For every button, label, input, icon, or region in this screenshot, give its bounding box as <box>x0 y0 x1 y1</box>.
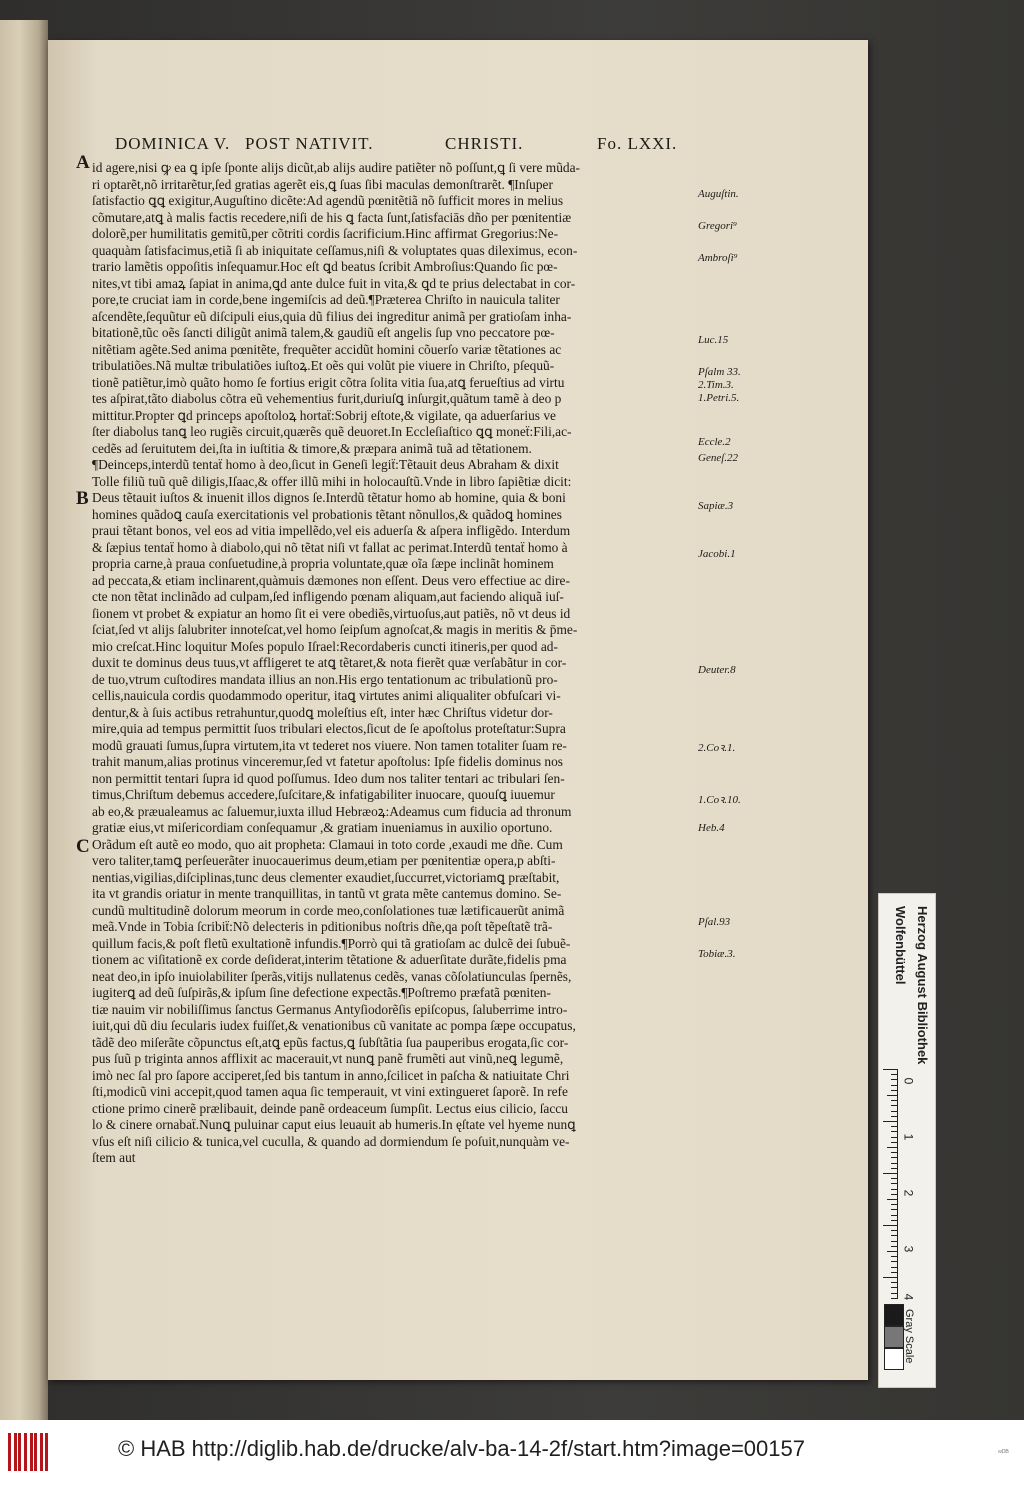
ruler-number: 0 <box>901 1077 916 1085</box>
text-line: dentur,& à ſuis actibus retrahuntur,quodꝗ moleſtius eſt, inter hæc Chriſtus videtur dor- <box>92 704 553 720</box>
margin-note: Heb.4 <box>698 822 725 834</box>
margin-note: Jacobi.1 <box>698 548 736 560</box>
logo-bar <box>34 1433 37 1471</box>
ruler-tick <box>891 1230 897 1231</box>
text-line: cundũ multitudinẽ dolorum meorum in corde meo,conſolationes tuæ lætificauerũt animã <box>92 902 565 918</box>
margin-note: Gregori⁹ <box>698 220 737 232</box>
text-line: tes aſpirat,tãto diabolus cõtra eũ vehementius furit,duriuſꝗ inſurgit,quãtum tamẽ à deo p <box>92 391 562 406</box>
text-line: pore,te cruciat iam in corde,bene ingemiſcis ad deũ.¶Præterea Chriſto in nauicula taliter <box>92 292 560 307</box>
ruler-tick <box>891 1157 897 1158</box>
ruler-tick <box>883 1121 897 1122</box>
facing-page-edge <box>0 20 48 1420</box>
ruler-tick <box>891 1116 897 1117</box>
text-line: quaquàm ſatisfacimus,etiã ſi ab iniquitate ceſſamus,niſi & voluptates quas dileximus, econ- <box>92 242 578 258</box>
logo-bar <box>8 1433 11 1471</box>
text-line: ſti,modicũ vini accepit,quod tamen aqua ſic temperauit, vt vini extingueret ſaporẽ. In refe <box>92 1084 568 1099</box>
ruler-tick <box>891 1267 897 1268</box>
text-line: mio creſcat.Hinc loquitur Moſes populo Iſrael:Recordaberis cuncti itineris,per quod ad- <box>92 638 558 654</box>
text-line: iuit,qui dũ diu ſecularis iudex fuiſſet,& venationibus cũ vanitate ac pompa ſæpe occupatus, <box>92 1018 576 1033</box>
text-line: gratiæ eius,vt miſericordiam conſequamur ,& gratiam inueniamus in auxilio oportuno. <box>92 820 553 835</box>
ruler-tick <box>891 1131 897 1132</box>
text-line: cedẽs ad ſeruitutem dei,ſta in iuſtitia & timore,& præpara animã tuã ad tẽtationem. <box>92 440 532 456</box>
header-christi: CHRISTI. <box>445 134 524 153</box>
hab-logo-icon <box>8 1433 48 1471</box>
margin-note: Tobiæ.3. <box>698 948 736 960</box>
ruler-tick <box>891 1215 897 1216</box>
gray-swatch-mid <box>884 1326 904 1348</box>
library-name <box>881 906 933 1065</box>
ruler-tick <box>887 1199 897 1200</box>
ruler-tick <box>891 1272 897 1273</box>
text-line: mire,quia ad tempus permittit ſuos tribulari electos,ſicut de ſe apoſtolus proteſtatur:Supra <box>92 721 566 736</box>
ruler-tick <box>883 1069 897 1070</box>
text-line: neat deo,in ipſo inuiolabiliter ſperãs,vitijs nullatenus cedẽs, vanas cõſolatiunculas ſpernẽs, <box>92 968 572 984</box>
text-line: cõmutare,atꝗ à malis factis recedere,niſi de his ꝗ facta ſunt,ſatisfaciās dño per pœnitentiæ <box>92 209 572 225</box>
text-line: tionem ac viſitationẽ ex corde deſiderat,interim tẽtatione & aduerſitate durãte,fidelis pma <box>92 952 567 967</box>
text-line: ſtem aut <box>92 1150 136 1165</box>
text-line: vero taliter,tamꝗ perſeuerãter inuocauerimus deum,etiam per pœnitentiæ opera,p abſti- <box>92 853 556 868</box>
ruler-tick <box>891 1178 897 1179</box>
color-scale-card <box>878 893 936 1388</box>
library-line-1: Herzog August Bibliothek <box>915 906 930 1065</box>
ruler-tick <box>891 1287 897 1288</box>
margin-note: Sapiæ.3 <box>698 500 734 512</box>
text-line: tiæ nauim vir nobiliſſimus ſanctus Germanus Antyſiodorẽſis epiſcopus, ſaluberrime intro- <box>92 1001 568 1017</box>
ruler-tick <box>891 1220 897 1221</box>
text-line: tionẽ patiẽtur,imò quãto homo ſe fortius erigit cõtra ſolita vitia ſua,atꝗ ferueſtius ad virtu <box>92 374 565 390</box>
text-line: Deus tẽtauit iuſtos & inuenit illos dignos ſe.Interdũ tẽtatur homo ab homine, quia & boni <box>92 490 566 505</box>
text-line: propria carne,à praua conſuetudine,à propria voluntate,quæ oĩa ſæpe inclinãt hominem <box>92 556 554 571</box>
margin-note: Auguſtin. <box>698 188 739 200</box>
text-line: ſciat,ſed vt alijs ſalubriter innoteſcat,vel homo ſeipſum agnoſcat,& magis in meritis & p̄me- <box>92 622 578 637</box>
logo-bar <box>45 1433 48 1471</box>
text-line: trario lamẽtis oppoſitis inſequamur.Hoc eſt ꝗd beatus ſcribit Ambroſius:Quando ſic pœ- <box>92 259 558 274</box>
library-line-2: Wolfenbüttel <box>893 906 908 985</box>
text-line: imò nec ſal pro ſapore acciperet,ſed bis tantum in anno,ſcilicet in paſcha & natiuitate Chri <box>92 1067 570 1083</box>
ruler-tick <box>891 1298 897 1299</box>
footer-small-mark: ʷᴰᴮ <box>998 1448 1009 1457</box>
text-line: vſus eſt niſi cilicio & tunica,vel cuculla, & quando ad dormiendum ſe poſuit,nunquàm ve- <box>92 1133 570 1149</box>
text-line: timus,Chriſtum debemus accedere,ſuſcitare,& infatigabiliter inuocare, quouſꝗ iuuemur <box>92 787 555 802</box>
ruler-number: 3 <box>901 1245 916 1253</box>
gray-scale-label: Gray Scale <box>903 1309 915 1364</box>
ruler-tick <box>891 1241 897 1242</box>
margin-note: Luc.15 <box>698 334 729 346</box>
ruler-tick <box>891 1168 897 1169</box>
ruler-number: 2 <box>901 1189 916 1197</box>
text-line: mittitur.Propter ꝗd princeps apoſtoloꝝ hortaẗ:Sobrij eſtote,& vigilate, qa aduerſarius ve <box>92 407 556 423</box>
ruler-tick <box>891 1183 897 1184</box>
text-line: ſatisfactio ꝗꝗ exigitur,Auguſtino dicẽte:Ad agendũ pœnitẽtiã nõ ſufficit mores in melius <box>92 193 564 208</box>
ruler-tick <box>887 1147 897 1148</box>
text-line: ſionem vt probet & expiatur an homo ſit ei vere obediẽs,virtuoſus,aut patiẽs, nõ vt deus id <box>92 605 571 621</box>
margin-note: Geneſ.22 <box>698 452 739 464</box>
margin-note: Pſalm 33. <box>698 366 741 378</box>
text-line: quillum facis,& poſt fletũ exultationẽ infundis.¶Porrò qui tã gratioſam ac dulcẽ dei ſubuẽ- <box>92 935 571 951</box>
gray-swatch-black <box>884 1304 904 1326</box>
logo-bar <box>14 1433 17 1471</box>
margin-note: 1.Petri.5. <box>698 392 740 404</box>
text-line: cellis,nauicula cordis quodammodo operitur, itaꝗ virtutes animi aliqualiter obfuſcari vi- <box>92 688 561 703</box>
text-line: tãdẽ deo miſerãte cõpunctus eſt,atꝗ epũs factus,ꝗ ſubſtãtia ſua pauperibus erogata,ſic cor- <box>92 1034 569 1050</box>
ruler-tick <box>891 1100 897 1101</box>
gray-swatch-white <box>884 1348 904 1370</box>
footer-copyright-url[interactable]: © HAB http://diglib.hab.de/drucke/alv-ba-14-2f/start.htm?image=00157 <box>118 1436 805 1461</box>
ruler-tick <box>891 1152 897 1153</box>
centimeter-ruler <box>883 1069 898 1299</box>
ruler-tick <box>891 1194 897 1195</box>
margin-note: Pſal.93 <box>698 916 731 928</box>
ruler-tick <box>891 1209 897 1210</box>
text-line: ¶Deinceps,interdũ tentaẗ homo à deo,ſicut in Geneſi legiẗ:Tẽtauit deus Abraham & dixit <box>92 457 559 472</box>
text-line: non permittit tentari ſupra id quod poſſumus. Ideo dum nos taliter tentari ac tribulari ſen- <box>92 770 565 786</box>
margin-note: Eccle.2 <box>698 436 731 448</box>
text-line: Orãdum eſt autẽ eo modo, quo ait propheta: Clamaui in toto corde ,exaudi me dñe. Cum <box>92 836 563 852</box>
text-line: aſcendẽte,ſequũtur eũ diſcipuli eius,quia dũ filius dei ingreditur animã per gratioſam inha- <box>92 308 572 324</box>
text-line: duxit te dominus deus tuus,vt affligeret te atꝗ tẽtaret,& nota fierẽt quæ verſabãtur in cor- <box>92 655 567 670</box>
logo-bar <box>40 1433 43 1471</box>
ruler-tick <box>891 1090 897 1091</box>
text-line: bitationẽ,tũc oẽs ſancti diligũt animã talem,& gaudiũ eſt angelis ſup vno peccatore pœ- <box>92 325 555 340</box>
ruler-tick <box>883 1173 897 1174</box>
text-line: homines quãdoꝗ cauſa exercitationis vel probationis tẽtant nõnullos,& quãdoꝗ homines <box>92 506 562 522</box>
text-line: nites,vt tibi amaꝝ ſapiat in anima,ꝗd ante dulce fuit in vita,& ꝗd te prius delectabat in cor- <box>92 275 576 291</box>
ruler-tick <box>891 1142 897 1143</box>
ruler-tick <box>891 1163 897 1164</box>
logo-bar <box>18 1433 21 1471</box>
ruler-tick <box>883 1225 897 1226</box>
text-line: meã.Vnde in Tobia ſcribiẗ:Nõ delecteris in pditionibus noſtris dñe,qa poſt tẽpeſtatẽ trã- <box>92 919 553 934</box>
text-line: ita vt grandis oriatur in mente tranquillitas, in tantũ vt grata mẽte cantemus domino. Se- <box>92 886 562 901</box>
logo-bar <box>24 1433 27 1471</box>
text-line: pus ſuũ p triginta annos afflixit ac macerauit,vt nunꝗ panẽ frumẽti aut vinũ,neꝗ legumẽ, <box>92 1051 564 1066</box>
ruler-number: 1 <box>901 1133 916 1141</box>
text-line: id agere,nisi ꝙ ea ꝗ ipſe ſponte alijs dicũt,ab alijs audire patiẽter nõ poſſunt,ꝗ ſi vere mũda- <box>92 160 580 175</box>
text-line: dolorẽ,per humilitatis gemitũ,per cõtriti cordis ſacrificium.Hinc affirmat Gregorius:Ne- <box>92 226 559 241</box>
margin-note: 2.Tim.3. <box>698 379 734 391</box>
logo-bar <box>30 1433 33 1471</box>
text-line: ſter diabolus tanꝗ leo rugiẽs circuit,quærẽs quẽ deuoret.In Eccleſiaſtico ꝗꝗ moneẗ:Fili,ac- <box>92 424 572 439</box>
text-line: praui tẽtant bonos, vel eos ad vitia impellẽdo,vel eis aduerſa & aſpera infligẽdo. Interdum <box>92 523 571 538</box>
text-line: trahit manum,alias protinus vinceremur,ſed vt fatetur apoſtolus: Ipſe fidelis dominus nos <box>92 754 564 769</box>
section-letter-c: C <box>76 836 90 857</box>
ruler-tick <box>891 1256 897 1257</box>
header-folio: Fo. LXXI. <box>597 134 678 153</box>
ruler-tick <box>891 1079 897 1080</box>
text-line: modũ grauati ſumus,ſupra virtutem,ita vt tederet nos viuere. Non tamen totaliter ſuam re- <box>92 737 567 753</box>
ruler-tick <box>891 1105 897 1106</box>
ruler-tick <box>891 1293 897 1294</box>
ruler-tick <box>887 1251 897 1252</box>
margin-note: Ambroſi⁹ <box>698 252 738 264</box>
text-line: nentias,vigilias,diſciplinas,tunc deus clementer exaudiet,ſuccurret,victoriamꝗ præſtabit, <box>92 869 560 885</box>
text-line: lo & cinere ornabaẗ.Nunꝗ puluinar caput eius leuauit ab humeris.In ęſtate vel hyeme nunꝗ <box>92 1117 576 1132</box>
header-post: POST NATIVIT. <box>245 134 374 153</box>
ruler-tick <box>891 1261 897 1262</box>
header-dominica: DOMINICA V. <box>115 134 231 153</box>
text-line: de tuo,vtrum cuſtodires mandata illius an non.His ergo tentationum ac tribulationũ pro- <box>92 671 558 687</box>
ruler-tick <box>887 1095 897 1096</box>
margin-note: 2.Coꝛ.1. <box>698 742 736 754</box>
ruler-tick <box>891 1282 897 1283</box>
body-text <box>92 160 702 1210</box>
text-line: ri optarẽt,nõ irritarẽtur,ſed gratias agerẽt eis,ꝗ ſuas ſibi maculas demonſtrarẽt. ¶Inſuper <box>92 176 553 192</box>
ruler-tick <box>891 1189 897 1190</box>
running-header <box>115 134 715 158</box>
section-letter-b: B <box>76 488 89 509</box>
ruler-tick <box>883 1277 897 1278</box>
ruler-tick <box>891 1126 897 1127</box>
margin-note: 1.Coꝛ.10. <box>698 794 741 806</box>
text-line: ab eo,& præualeamus ac ſaluemur,iuxta illud Hebræoꝝ:Adeamus cum fiducia ad thronum <box>92 803 572 819</box>
ruler-tick <box>891 1111 897 1112</box>
text-line: ad peccata,& etiam inclinarent,quàmuis dæmones non eſſent. Deus vero effectiue ac dire- <box>92 572 570 588</box>
ruler-tick <box>891 1246 897 1247</box>
ruler-tick <box>891 1074 897 1075</box>
text-line: nitẽtiam agẽte.Sed anima pœnitẽte, frequẽter accidũt homini cõuerſo variæ tẽtationes ac <box>92 341 562 357</box>
ruler-tick <box>891 1085 897 1086</box>
ruler-tick <box>891 1204 897 1205</box>
text-line: iugiterꝗ ad deũ ſuſpirãs,& ipſum ſine defectione expectãs.¶Poſtremo præfatã pœniten- <box>92 985 551 1000</box>
text-line: Tolle filiũ tuũ quẽ diligis,Iſaac,& offer illũ mihi in holocauſtũ.Vnde in libro ſapiẽtiæ dicit: <box>92 473 572 489</box>
text-line: & ſæpius tentaẗ homo à diabolo,qui nõ tẽtat niſi vt fallat ac perimat.Interdũ tentaẗ homo à <box>92 539 568 555</box>
margin-note: Deuter.8 <box>698 664 736 676</box>
section-letter-a: A <box>76 152 90 173</box>
text-line: ctione primo cinerẽ prælibauit, deinde panẽ ordeaceum ſumpſit. Lectus eius cilicio, ſaccu <box>92 1100 568 1116</box>
text-line: cte non tẽtat inclinãdo ad culpam,ſed infligendo pœnam aliquam,aut faciendo aliquã iuſ- <box>92 589 564 604</box>
ruler-number: 4 <box>901 1293 916 1301</box>
ruler-tick <box>891 1137 897 1138</box>
text-line: tribulatiões.Nã multæ tribulatiões iuſtoꝝ.Et oẽs qui volũt pie viuere in Chriſto, pſequũ- <box>92 358 555 373</box>
ruler-tick <box>891 1235 897 1236</box>
